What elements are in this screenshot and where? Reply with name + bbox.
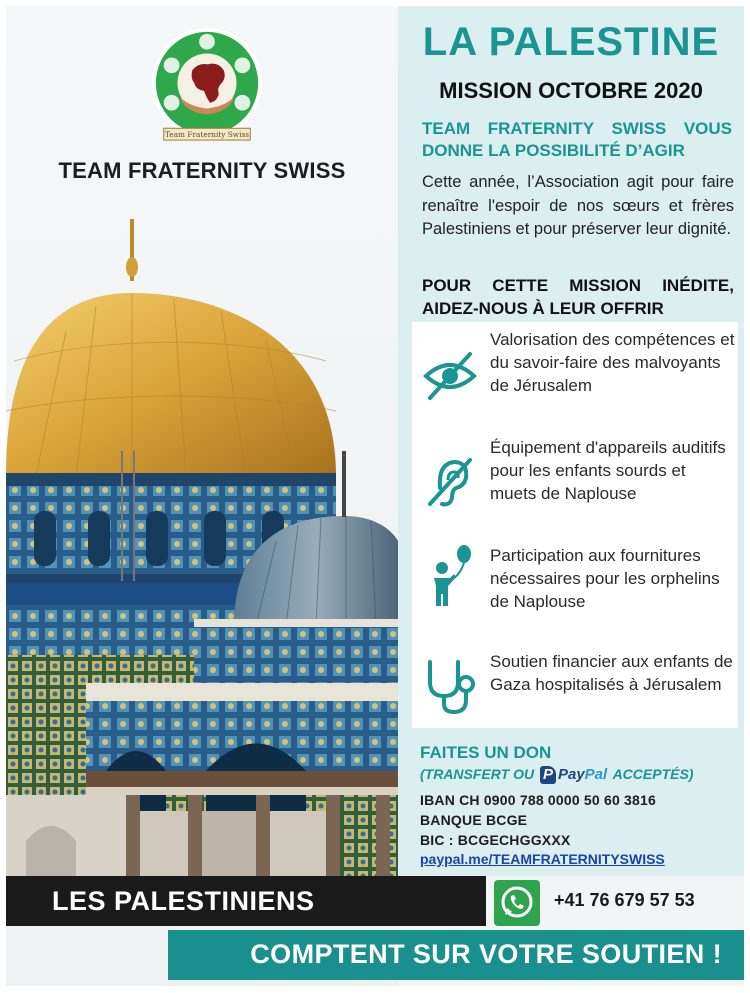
paypal-icon: P [540,766,556,784]
mission-subtitle: MISSION OCTOBRE 2020 [439,78,703,103]
contact-phone[interactable]: +41 76 679 57 53 [554,890,695,910]
banner-line-1: LES PALESTINIENS [52,886,315,916]
mission-description: Cette année, l’Association agit pour faire renaître l'espoir de nos sœurs et frères Palestiniens et pour préserver leur dignité. [422,173,734,238]
aid-item-text: Participation aux fournitures nécessaires pour les orphelins de Naplouse [490,546,720,611]
dome-of-the-rock-illustration [6,211,398,901]
association-logo [148,26,266,144]
bic-code: BIC : BCGECHGGXXX [420,832,571,848]
mission-panel [398,6,744,876]
organization-name: TEAM FRATERNITY SWISS [58,158,346,183]
transfer-prefix: (TRANSFERT OU [420,766,535,782]
donation-methods [420,766,693,784]
eye-slash-icon [420,346,480,406]
left-panel [6,6,398,986]
paypal-logo: P PayPal [540,766,607,784]
iban: IBAN CH 0900 788 0000 50 60 3816 [420,792,657,808]
mission-call-to-action: POUR CETTE MISSION INÉDITE, AIDEZ-NOUS À LEUR OFFRIR [422,276,734,318]
banner-palestinians [6,876,486,926]
bank-name: BANQUE BCGE [420,812,528,828]
aid-item-text: Soutien financier aux enfants de Gaza hospitalisés à Jérusalem [490,652,733,694]
ear-slash-icon [420,452,480,512]
logo-caption: Team Fraternity Swiss [164,130,250,140]
stethoscope-icon [420,656,480,716]
flyer [6,6,744,986]
donation-title: FAITES UN DON [420,743,552,762]
aid-list [412,322,738,728]
aid-item-text: Valorisation des compétences et du savoir-faire des malvoyants de Jérusalem [490,330,735,395]
banner-support [168,930,744,980]
transfer-suffix: ACCEPTÉS) [612,766,694,782]
aid-item-text: Équipement d'appareils auditifs pour les enfants sourds et muets de Naplouse [490,438,726,503]
mission-lead: TEAM FRATERNITY SWISS VOUS DONNE LA POSSIBILITÉ D’AGIR [422,119,732,160]
child-balloon-icon [420,544,480,608]
banner-line-2: COMPTENT SUR VOTRE SOUTIEN ! [250,939,722,969]
paypal-link[interactable]: paypal.me/TEAMFRATERNITYSWISS [420,851,665,867]
mission-title: LA PALESTINE [422,20,720,64]
whatsapp-icon[interactable] [494,880,540,926]
